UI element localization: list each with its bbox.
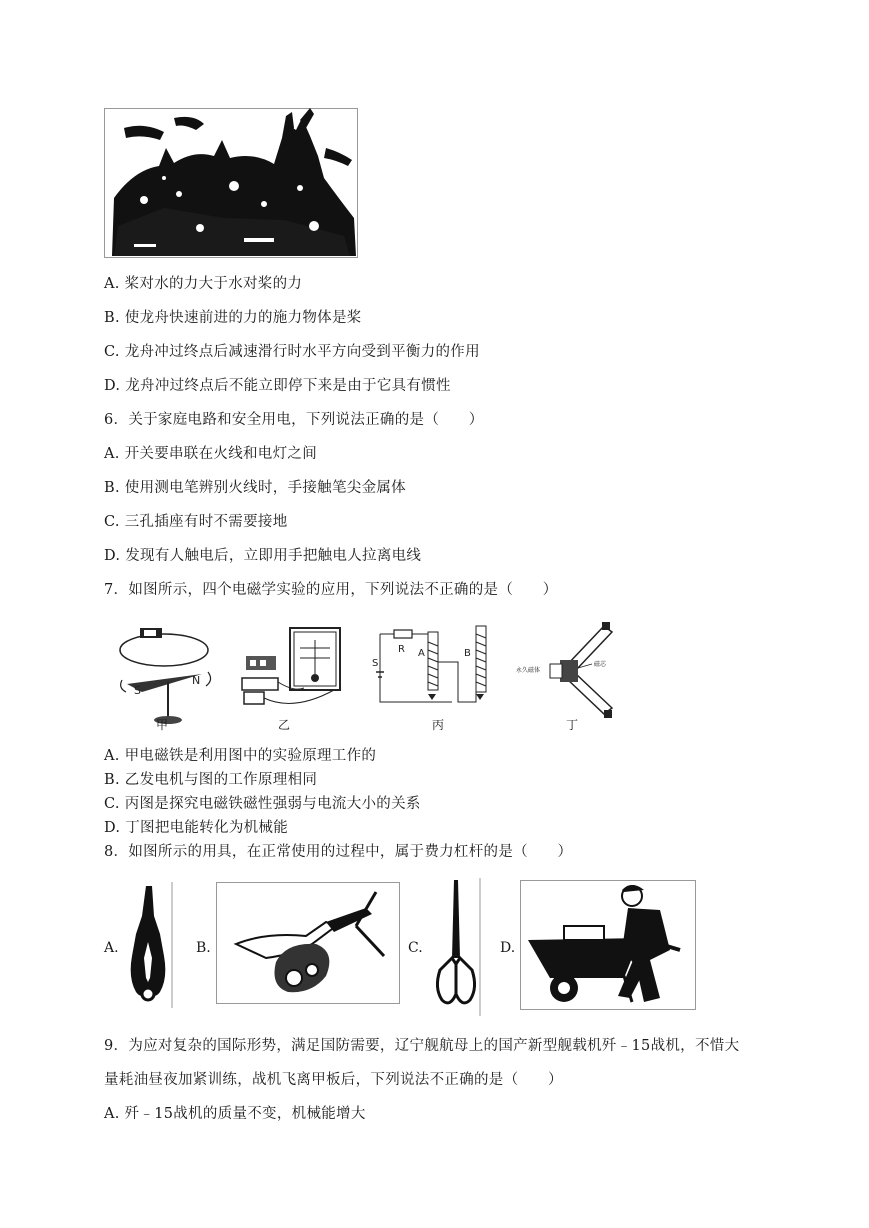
fig-jia-label-n: N: [192, 674, 201, 687]
wheelbarrow-image: [520, 880, 696, 1010]
q7-option-b: B. 乙发电机与图的工作原理相同: [104, 772, 318, 788]
q9-stem-line1: 9．为应对复杂的国际形势，满足国防需要，辽宁舰航母上的国产新型舰载机歼﹣15战机，不惜大: [104, 1038, 740, 1054]
fig-ding-caption: 丁: [566, 718, 579, 732]
dragon-boat-photo: [104, 108, 358, 258]
q7-stem: 7．如图所示，四个电磁学实验的应用，下列说法不正确的是（ ）: [104, 582, 558, 598]
q8-letter-b: B.: [196, 940, 211, 956]
q7-figure-ding: [516, 618, 626, 734]
q8-letter-c: C.: [408, 940, 423, 956]
q7-option-c: C. 丙图是探究电磁铁磁性强弱与电流大小的关系: [104, 796, 421, 812]
q6-stem: 6．关于家庭电路和安全用电，下列说法正确的是（ ）: [104, 412, 484, 428]
q9-option-a: A. 歼﹣15战机的质量不变，机械能增大: [104, 1106, 366, 1122]
q5-option-a: A. 桨对水的力大于水对桨的力: [104, 276, 303, 292]
q5-option-b: B. 使龙舟快速前进的力的施力物体是桨: [104, 310, 362, 326]
fig-bing-caption: 丙: [432, 718, 445, 732]
q8-letter-d: D.: [500, 940, 516, 956]
fig-jia-caption: 甲: [156, 718, 169, 732]
fig-ding-label-magnet: 永久磁体: [516, 667, 541, 674]
q9-stem-line2: 量耗油昼夜加紧训练，战机飞离甲板后，下列说法不正确的是（ ）: [104, 1072, 563, 1088]
fig-bing-label-r: R: [398, 644, 405, 655]
q7-option-d: D. 丁图把电能转化为机械能: [104, 820, 289, 836]
q6-option-b: B. 使用测电笔辨别火线时，手接触笔尖金属体: [104, 480, 406, 496]
hand-scissors-image: [216, 882, 400, 1004]
q7-figure-yi: [234, 622, 346, 734]
q5-option-c: C. 龙舟冲过终点后减速滑行时水平方向受到平衡力的作用: [104, 344, 480, 360]
q5-option-d: D. 龙舟冲过终点后不能立即停下来是由于它具有惯性: [104, 378, 451, 394]
q8-letter-a: A.: [104, 940, 119, 956]
fig-bing-label-a: A: [418, 648, 425, 659]
q6-option-a: A. 开关要串联在火线和电灯之间: [104, 446, 317, 462]
q8-stem: 8．如图所示的用具，在正常使用的过程中，属于费力杠杆的是（ ）: [104, 844, 573, 860]
q6-option-d: D. 发现有人触电后，立即用手把触电人拉离电线: [104, 548, 422, 564]
q7-figure-jia: [112, 622, 217, 734]
q7-figure-bing: [372, 622, 502, 734]
fig-ding-label-core: 磁芯: [594, 661, 607, 668]
fig-bing-label-b: B: [464, 648, 471, 659]
scissors-image: [430, 878, 482, 1016]
fig-bing-label-s: S: [372, 658, 379, 669]
q7-option-a: A. 甲电磁铁是利用图中的实验原理工作的: [104, 748, 377, 764]
pliers-image: [126, 882, 174, 1008]
fig-jia-label-s: S: [134, 684, 141, 697]
fig-yi-caption: 乙: [278, 718, 291, 732]
q6-option-c: C. 三孔插座有时不需要接地: [104, 514, 288, 530]
